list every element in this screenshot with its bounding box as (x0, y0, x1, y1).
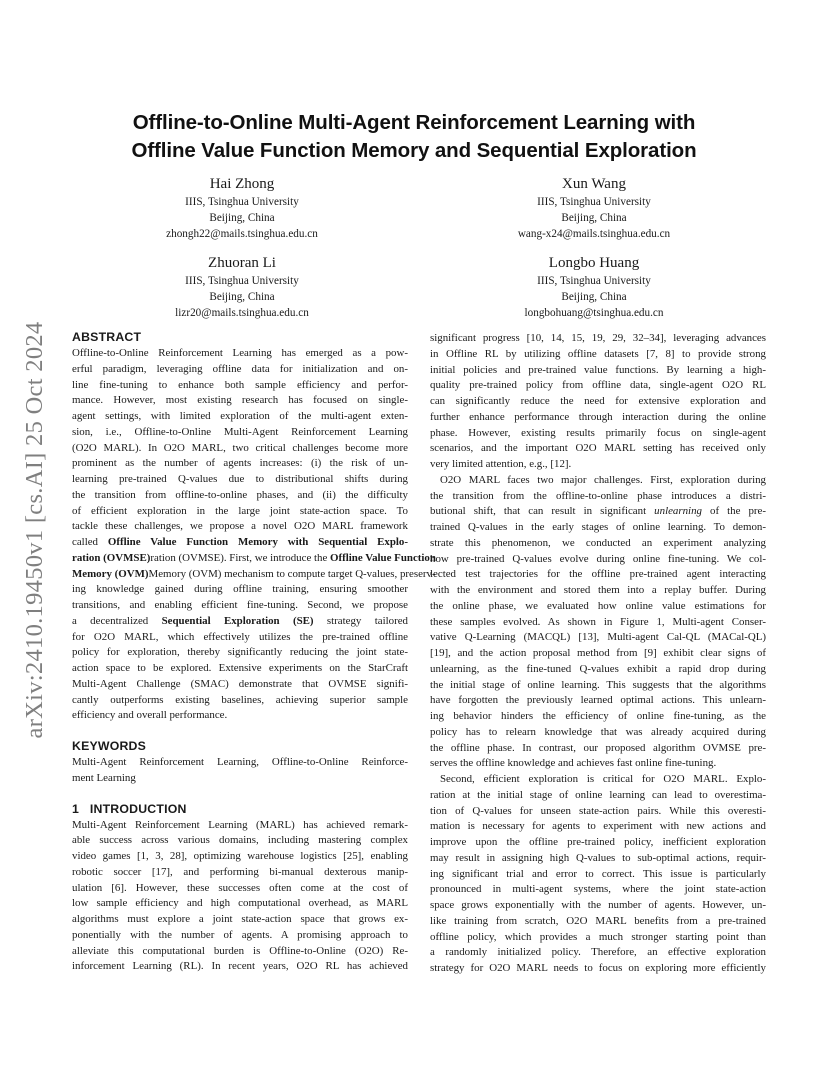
author-block (92, 174, 392, 242)
introduction-heading: 1 INTRODUCTION (72, 801, 187, 816)
intro-paragraph (430, 473, 766, 772)
title-line: Offline-to-Online Multi-Agent Reinforcement Learning with (132, 111, 696, 134)
arxiv-stamp-text: arXiv:2410.19450v1 [cs.AI] 25 Oct 2024 (21, 321, 48, 739)
text-line: the online phase, we evaluated how online value estimations for (430, 599, 766, 612)
text-line: Multi-Agent Challenge (SMAC) demonstrate that OVMSE signifi- (72, 677, 408, 690)
author-block (444, 174, 744, 242)
author-location: Beijing, China (209, 212, 275, 224)
text-line: scenarios, and the important O2O MARL setting has received only (430, 442, 766, 455)
text-line: strate this phenomenon, we conducted an experiment analyzing (430, 536, 766, 549)
text-line: action space to be explored. Extensive experiments on the StarCraft (72, 662, 408, 674)
author-name: Hai Zhong (209, 176, 275, 192)
text-line: able success across various domains, including mastering complex (72, 834, 408, 847)
intro-paragraph (430, 331, 766, 473)
text-line: line fine-tuning to enhance both sample efficiency and perfor- (72, 378, 408, 391)
text-line: inforcement Learning (RL). In recent years, O2O RL has achieved (72, 960, 408, 973)
author-name: Zhuoran Li (208, 255, 276, 271)
text-line: can significantly reduce the need for extensive exploration and (430, 395, 766, 407)
text-line: ing behavior hinders the efficiency of online fine-tuning, as the (430, 710, 766, 722)
text-line: efficiency and overall performance. (72, 709, 228, 722)
text-line (72, 567, 436, 583)
spacer (72, 724, 408, 737)
abstract-heading: ABSTRACT (72, 330, 142, 344)
text-line: of efficient exploration in the large joint state-action space. To (72, 504, 408, 517)
author-affiliation: IIIS, Tsinghua University (185, 196, 299, 208)
text-line: vative Q-Learning (MACQL) [13], Multi-agent Cal-QL (MACal-QL) (430, 631, 766, 644)
text-line: learning pre-trained Q-values due to distributional shifts during (72, 473, 408, 485)
text-run: strategy tailored (313, 614, 408, 627)
text-line: lected test trajectories for the offline pre-trained agent interacting (430, 568, 766, 581)
text-line: prominent as the number of agents increases: (i) the risk of un- (72, 457, 408, 470)
text-line (72, 535, 408, 551)
text-line: pronounced in multi-agent systems, where the joint state-action (430, 883, 766, 896)
author-affiliation: IIIS, Tsinghua University (537, 196, 651, 208)
text-line: unlearning, as the fine-tuned Q-values exhibit a rapid drop during (430, 662, 766, 675)
author-location: Beijing, China (561, 212, 627, 224)
text-run: of the pre- (701, 505, 767, 518)
method-name-bold: ration (OVMSE) (72, 551, 151, 564)
text-line: Multi-Agent Reinforcement Learning (MARL) has achieved remark- (72, 818, 408, 831)
text-line: erful paradigm, leveraging offline data for initialization and on- (72, 362, 408, 375)
introduction-body (72, 818, 408, 976)
text-line (72, 551, 436, 567)
text-line: tackle these challenges, we propose a novel O2O MARL framework (72, 520, 408, 533)
text-line: tion of Q-values for unseen state-action pairs. While this overesti- (430, 804, 766, 817)
text-line: cantly outperforms existing baselines, achieving superior sample (72, 693, 408, 706)
text-line: space grows exponentially with the number of agents. However, un- (430, 899, 766, 911)
text-run: a decentralized (72, 614, 162, 627)
text-line: serves the offline knowledge and achieves fast online fine-tuning. (430, 757, 717, 770)
text-line: sion, i.e., Offline-to-Online Multi-Agent Reinforcement Learning (72, 425, 408, 438)
author-email: lizr20@mails.tsinghua.edu.cn (175, 307, 309, 319)
author-email: wang-x24@mails.tsinghua.edu.cn (517, 228, 671, 240)
text-line: ing significant trial and error to correct. This issue is particularly (430, 867, 766, 880)
component-name-bold: Memory (OVM) (72, 567, 149, 580)
text-line: improve upon the offline pre-trained policy, inefficient exploration (430, 836, 766, 848)
text-line: further enhance performance through interaction during the online (430, 410, 766, 423)
text-line: significant progress [10, 14, 15, 19, 29, 32–34], leveraging advances (430, 332, 766, 344)
text-line: offline policy, which provides a much stronger starting point than (430, 930, 766, 943)
left-column (72, 328, 436, 975)
text-line: strategy for O2O MARL needs to focus on exploring more efficiently (430, 962, 766, 974)
text-line: phase. However, existing results primarily focus on single-agent (430, 426, 766, 439)
text-line: in Offline RL by utilizing offline datasets [7, 8] to provide strong (430, 347, 766, 360)
author-affiliation: IIIS, Tsinghua University (185, 275, 299, 287)
intro-paragraph (430, 772, 766, 977)
text-line: with the environment and stored them into a replay buffer. During (430, 584, 766, 596)
text-run: called (72, 536, 108, 548)
text-line: Second, efficient exploration is critical for O2O MARL. Explo- (440, 773, 766, 785)
author-affiliation: IIIS, Tsinghua University (537, 275, 651, 287)
author-location: Beijing, China (561, 291, 627, 303)
text-line: the offline phase. In contrast, our proposed algorithm OVMSE pre- (430, 741, 766, 754)
text-line: transitions, and enabling efficient fine-tuning. Second, we propose (72, 599, 408, 611)
text-line: trained Q-values in the early stages of online learning. To demon- (430, 521, 766, 533)
text-line: agent settings, with limited exploration of the multi-agent exten- (72, 410, 408, 422)
text-line: algorithms must explore a joint state-action space that grows ex- (72, 913, 408, 925)
text-line: video games [1, 3, 28], optimizing warehouse logistics [25], enabling (72, 850, 408, 862)
author-email: zhongh22@mails.tsinghua.edu.cn (166, 228, 318, 240)
text-line: ration at the initial stage of online learning can lead to overestima- (430, 788, 766, 801)
text-line: very limited attention, e.g., [12]. (430, 458, 572, 470)
text-line: like training from scratch, O2O MARL benefits from a pre-trained (430, 914, 766, 927)
emphasis-text: unlearning (654, 505, 702, 518)
text-line: have forgotten the previously learned optimal actions. This unlearn- (430, 694, 766, 707)
text-line: the transition from the offline-to-online phase introduces a distri- (430, 489, 766, 502)
author-location: Beijing, China (209, 291, 275, 303)
text-line: quality pre-trained policy from offline data, single-agent O2O RL (430, 379, 766, 392)
text-line: O2O MARL faces two major challenges. First, exploration during (440, 473, 766, 486)
paper-title (60, 109, 768, 165)
text-line: mation is necessary for agents to experiment with new actions and (430, 820, 766, 833)
text-line: initial policies and pre-trained value functions. By learning a high- (430, 363, 766, 376)
text-line: (O2O MARL). In O2O MARL, two critical challenges become more (72, 441, 408, 454)
text-line: mance. However, most existing research has focused on single- (72, 394, 408, 407)
author-block (444, 253, 744, 321)
text-line: policy has to relearn knowledge that was already acquired during (430, 725, 766, 738)
text-line (72, 614, 408, 630)
text-line: ulation [6]. However, these successes often come at the cost of (72, 881, 408, 894)
text-line: for O2O MARL, which effectively utilizes the pre-trained offline (72, 630, 408, 643)
text-run: Memory (OVM) mechanism to compute target Q-values, preserv- (148, 567, 436, 580)
text-line: how pre-trained Q-values evolve during online fine-tuning. We col- (430, 552, 766, 565)
method-name-bold: Offline Value Function Memory with Sequential Explo- (107, 536, 408, 548)
text-line: robotic soccer [17], and performing bi-manual dexterous manip- (72, 865, 408, 878)
component-name-bold: Offline Value Function (330, 551, 436, 564)
text-line: Offline-to-Online Reinforcement Learning has emerged as a pow- (72, 347, 408, 359)
author-block (92, 253, 392, 321)
text-line: policy for exploration, thereby significantly reducing the joint state- (72, 646, 408, 659)
text-line: may result in assigning high Q-values to sub-optimal actions, requir- (430, 851, 766, 864)
author-email: longbohuang@tsinghua.edu.cn (524, 307, 664, 319)
text-line (430, 504, 766, 520)
keywords-heading: KEYWORDS (72, 739, 147, 753)
text-line: ing knowledge gained during offline training, ensuring smoother (72, 583, 408, 596)
text-line: low sample efficiency and high computational overhead, as MARL (72, 897, 408, 910)
abstract-body (72, 346, 436, 724)
text-line: the transition from offline-to-online phases, and (ii) the difficulty (72, 488, 408, 501)
text-line: a randomly initialized policy. Therefore, an effective exploration (430, 946, 766, 959)
text-line: these samples evolved. As shown in Figure 1, Multi-agent Conser- (430, 615, 766, 628)
text-run: ration (OVMSE). First, we introduce the (150, 551, 331, 564)
right-column (430, 331, 766, 977)
text-run: butional shift, that can result in significant (430, 505, 655, 518)
author-name: Xun Wang (562, 176, 626, 192)
text-line: Multi-Agent Reinforcement Learning, Offline-to-Online Reinforce- (72, 756, 408, 768)
text-line: alleviate this computational burden is Offline-to-Online (O2O) Re- (72, 944, 408, 957)
title-line: Offline Value Function Memory and Sequential Exploration (131, 139, 697, 162)
component-name-bold: Sequential Exploration (SE) (161, 614, 314, 627)
text-line: [19], and the action proposal method from [9] exhibit clear signs of (430, 647, 766, 659)
text-line: ment Learning (72, 771, 136, 784)
text-line: the initial stage of online learning. This suggests that the algorithms (430, 678, 766, 691)
text-line: ponentially with the number of agents. A promising approach to (72, 928, 408, 941)
spacer (72, 787, 408, 800)
author-name: Longbo Huang (548, 255, 640, 271)
